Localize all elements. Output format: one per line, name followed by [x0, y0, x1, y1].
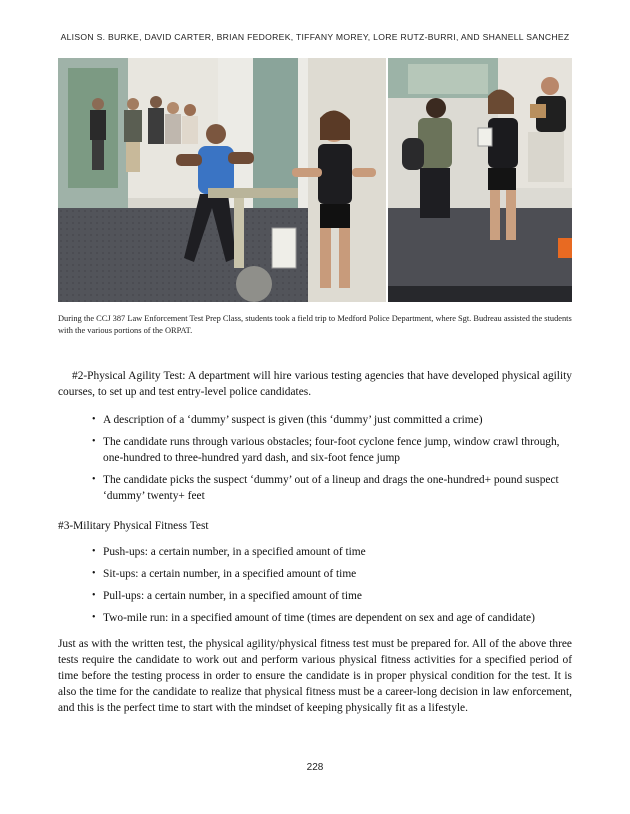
physical-agility-intro: #2-Physical Agility Test: A department will hire various testing agencies that have developed physical agility courses, to set up and test entry-level police candidates.: [58, 370, 572, 398]
push-up-test-photo: [388, 58, 572, 302]
list-item: • Two-mile run: in a specified amount of time (times are dependent on sex and age of candidate): [92, 610, 572, 626]
list-item: • A description of a ‘dummy’ suspect is given (this ‘dummy’ just committed a crime): [92, 412, 572, 428]
military-fitness-list: [92, 544, 572, 626]
list-item: • The candidate picks the suspect ‘dummy’ out of a lineup and drags the one-hundred+ pound suspect ‘dummy’ twenty+ feet: [92, 472, 572, 504]
list-item: • The candidate runs through various obstacles; four-foot cyclone fence jump, window crawl through, one-hundred to three-hundred yard dash, and six-foot fence jump: [92, 434, 572, 466]
military-fitness-heading: #3-Military Physical Fitness Test: [58, 520, 209, 532]
physical-agility-list: [92, 412, 572, 504]
candidate-dummy-drag-photo: [58, 58, 386, 302]
list-item: • Push-ups: a certain number, in a specified amount of time: [92, 544, 572, 560]
list-item: • Sit-ups: a certain number, in a specified amount of time: [92, 566, 572, 582]
page-number: 228: [306, 762, 324, 773]
list-item: • Pull-ups: a certain number, in a specified amount of time: [92, 588, 572, 604]
running-header: ALISON S. BURKE, DAVID CARTER, BRIAN FEDOREK, TIFFANY MOREY, LORE RUTZ-BURRI, AND SHANELL SANCHEZ: [60, 32, 570, 42]
photo-caption: During the CCJ 387 Law Enforcement Test Prep Class, students took a field trip to Medford Police Department, where Sgt. Budreau assisted the students with the various portions of the ORPAT.: [58, 314, 572, 335]
closing-paragraph: Just as with the written test, the physical agility/physical fitness test must be prepared for. All of the above three tests require the candidate to work out and perform various physical fitness activities for a specified period of time before the testing process in order to ensure the candidate is in proper physical condition for the test. It is also the time for the candidate to realize that physical fitness must be a career-long decision in law enforcement, and this is the perfect time to start with the mindset of keeping physically fit as a lifestyle.: [58, 638, 572, 714]
photo-strip: [58, 58, 572, 302]
